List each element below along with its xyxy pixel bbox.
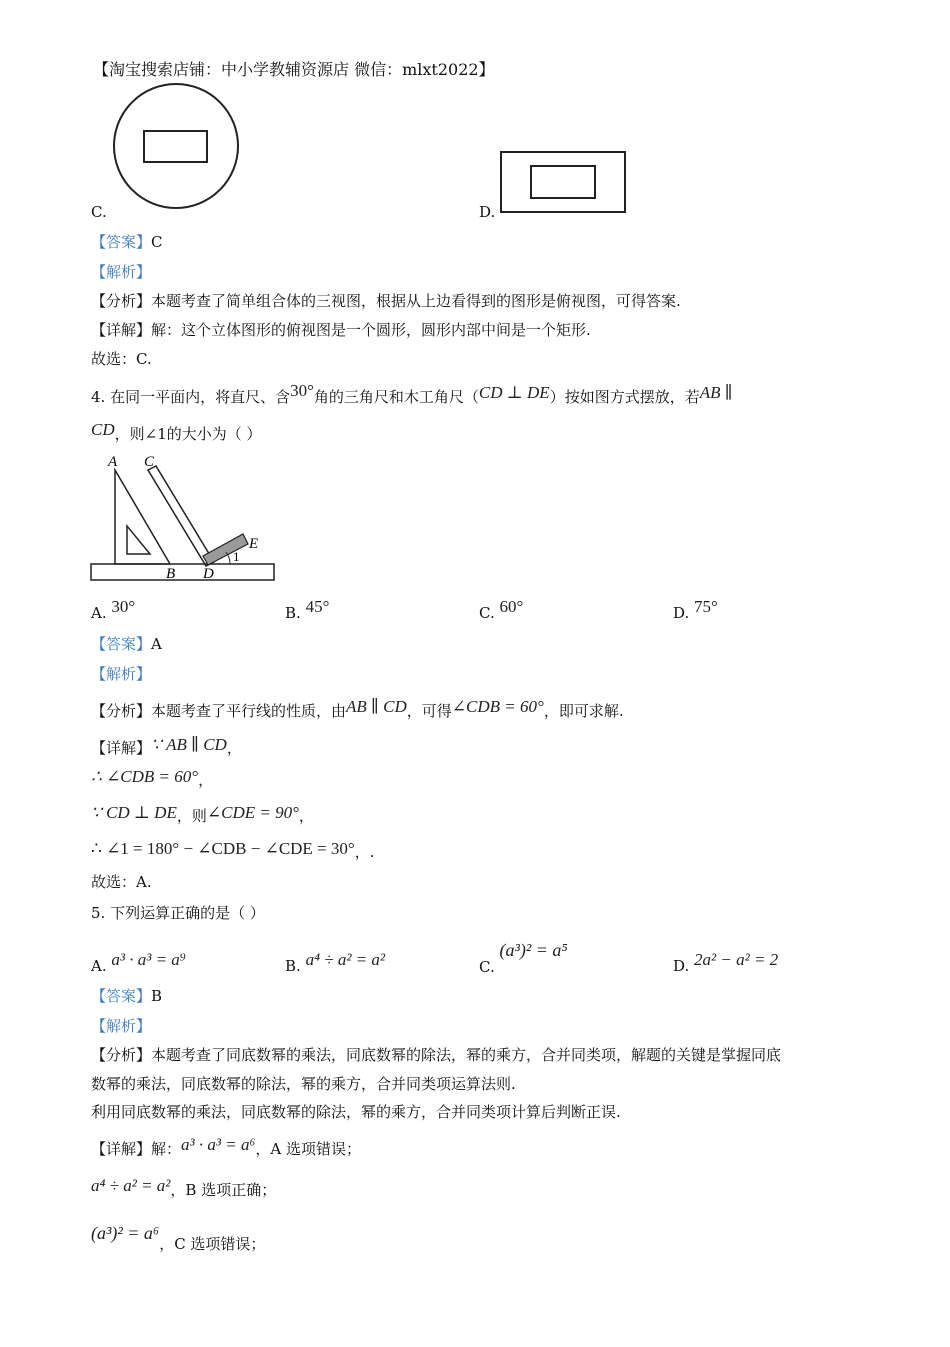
- option-expr: (a³)² = a⁵: [499, 940, 568, 960]
- option-value: 30°: [111, 597, 136, 616]
- option-letter: C.: [479, 604, 495, 622]
- q4-stem-line2: [91, 420, 262, 444]
- answer-value: B: [151, 987, 163, 1005]
- option-expr: 2a² − a² = 2: [694, 950, 779, 969]
- q3-xiangjie: [91, 320, 591, 340]
- answer-tag: 【答案】: [91, 987, 152, 1005]
- q4-option-c: [479, 597, 524, 623]
- stem-perp-expr: CD ⊥ DE: [478, 383, 550, 402]
- xj-punct: ，.: [354, 843, 375, 861]
- stem-angle: 30°: [290, 381, 314, 400]
- q4-xj2: [91, 767, 214, 790]
- q4-figure: [90, 452, 280, 584]
- q5-answer: [91, 986, 162, 1006]
- label-B: B: [166, 566, 176, 582]
- label-1: 1: [233, 549, 240, 564]
- label-C: C: [144, 454, 155, 470]
- q5-xj1: [91, 1135, 361, 1159]
- q4-option-d: [673, 597, 718, 623]
- q5-fenxi-line1: [91, 1045, 781, 1065]
- q5-option-d: [673, 950, 779, 976]
- q5-option-b: [285, 950, 385, 976]
- q5-option-a: [91, 950, 186, 976]
- label-E: E: [249, 536, 259, 552]
- q4-xj1: [91, 735, 242, 758]
- label-A: A: [108, 454, 118, 470]
- xj-expr: ∵ CD ⊥ DE: [91, 803, 177, 822]
- option-letter: D.: [673, 604, 690, 622]
- option-c-figure: [110, 82, 242, 212]
- q3-guxuan: 故选：C.: [91, 350, 152, 368]
- fenxi-text: 本题考查了简单组合体的三视图，根据从上边看得到的图形是俯视图，可得答案.: [151, 292, 681, 310]
- q3-analysis-tag: 【解析】: [91, 263, 152, 281]
- option-letter: C.: [479, 958, 495, 976]
- fenxi-tag: 【分析】: [91, 702, 152, 720]
- q5-xj3: [91, 1223, 266, 1254]
- xj-expr: (a³)² = a⁶: [91, 1223, 160, 1243]
- stem-cd: CD: [91, 420, 115, 439]
- stem-text: 角的三角尺和木工角尺（: [313, 388, 479, 406]
- stem-parallel-expr: AB ∥: [699, 383, 733, 402]
- option-letter: A.: [91, 604, 107, 622]
- xj-text: ，C 选项错误；: [159, 1235, 266, 1253]
- header-banner: 【淘宝搜索店铺：中小学教辅资源店 微信：mlxt2022】: [93, 60, 495, 79]
- option-expr: a³ · a³ = a⁹: [111, 950, 186, 969]
- q5-fenxi-line2: 数幂的乘法，同底数幂的除法，幂的乘方，合并同类项运算法则.: [91, 1075, 516, 1093]
- fenxi-text: 本题考查了平行线的性质，由: [151, 702, 347, 720]
- xj-text: ，则: [176, 807, 207, 825]
- q5-stem: 5. 下列运算正确的是（ ）: [91, 904, 265, 922]
- q4-xj3: [91, 803, 314, 826]
- fenxi-text: ，即可求解.: [543, 702, 624, 720]
- q5-fenxi-line3: 利用同底数幂的乘法，同底数幂的除法，幂的乘方，合并同类项计算后判断正误.: [91, 1103, 621, 1121]
- q5-option-c: [479, 940, 568, 977]
- fenxi-tag: 【分析】: [91, 1046, 152, 1064]
- stem-text: ）按如图方式摆放，若: [549, 388, 700, 406]
- answer-value: A: [151, 635, 162, 653]
- q4-fenxi: [91, 697, 624, 721]
- xj-punct: ，: [298, 807, 314, 825]
- fenxi-expr: AB ∥ CD: [346, 697, 407, 716]
- xiangjie-tag: 【详解】: [91, 1140, 152, 1158]
- xj-expr: a⁴ ÷ a² = a²: [91, 1176, 171, 1195]
- stem-text: 4. 在同一平面内，将直尺、含: [91, 388, 291, 406]
- option-letter: A.: [91, 957, 107, 975]
- q4-answer: [91, 634, 162, 654]
- fenxi-text: ，可得: [406, 702, 452, 720]
- xiangjie-tag: 【详解】: [91, 739, 152, 757]
- q3-fenxi: [91, 291, 681, 311]
- option-letter: B.: [285, 957, 301, 975]
- xj-expr: a³ · a³ = a⁶: [181, 1135, 256, 1154]
- label-D: D: [203, 566, 214, 582]
- answer-tag: 【答案】: [91, 635, 152, 653]
- option-letter: D.: [673, 957, 690, 975]
- option-value: 45°: [305, 597, 330, 616]
- xiangjie-text: 解：这个立体图形的俯视图是一个圆形，圆形内部中间是一个矩形.: [151, 321, 591, 339]
- q3-answer: [91, 232, 163, 252]
- answer-tag: 【答案】: [91, 233, 152, 251]
- q4-option-b: [285, 597, 330, 623]
- q4-analysis-tag: 【解析】: [91, 665, 152, 683]
- fenxi-tag: 【分析】: [91, 292, 152, 310]
- fenxi-expr: ∠CDB = 60°: [451, 697, 544, 716]
- xj-text: 解：: [151, 1140, 182, 1158]
- q4-option-a: [91, 597, 136, 623]
- option-value: 75°: [694, 597, 718, 616]
- q5-xj2: [91, 1176, 277, 1200]
- fenxi-text: 本题考查了同底数幂的乘法，同底数幂的除法，幂的乘方，合并同类项，解题的关键是掌握同底: [151, 1046, 782, 1064]
- option-expr: a⁴ ÷ a² = a²: [305, 950, 385, 969]
- option-letter: B.: [285, 604, 301, 622]
- xj-text: ，B 选项正确；: [170, 1181, 277, 1199]
- option-value: 60°: [499, 597, 524, 616]
- stem-angle1: ，则∠1: [114, 425, 167, 443]
- xiangjie-tag: 【详解】: [91, 321, 152, 339]
- xj-punct: ，: [226, 739, 242, 757]
- xj-expr: ∠CDE = 90°: [206, 803, 299, 822]
- q4-xj4: [91, 839, 375, 862]
- q3-option-c-label: C.: [91, 203, 107, 221]
- q3-option-d-label: D.: [479, 203, 496, 221]
- q4-stem-line1: [91, 381, 733, 407]
- option-d-figure: [499, 150, 629, 216]
- stem-text: 的大小为（ ）: [166, 425, 262, 443]
- xj-text: ，A 选项错误；: [255, 1140, 361, 1158]
- answer-value: C: [151, 233, 163, 251]
- xj-expr: ∴ ∠1 = 180° − ∠CDB − ∠CDE = 30°: [91, 839, 355, 858]
- q5-analysis-tag: 【解析】: [91, 1017, 152, 1035]
- q4-guxuan: 故选：A.: [91, 873, 152, 891]
- xj-punct: ，: [198, 771, 214, 789]
- xj-expr: ∵ AB ∥ CD: [151, 735, 227, 754]
- xj-expr: ∴ ∠CDB = 60°: [91, 767, 199, 786]
